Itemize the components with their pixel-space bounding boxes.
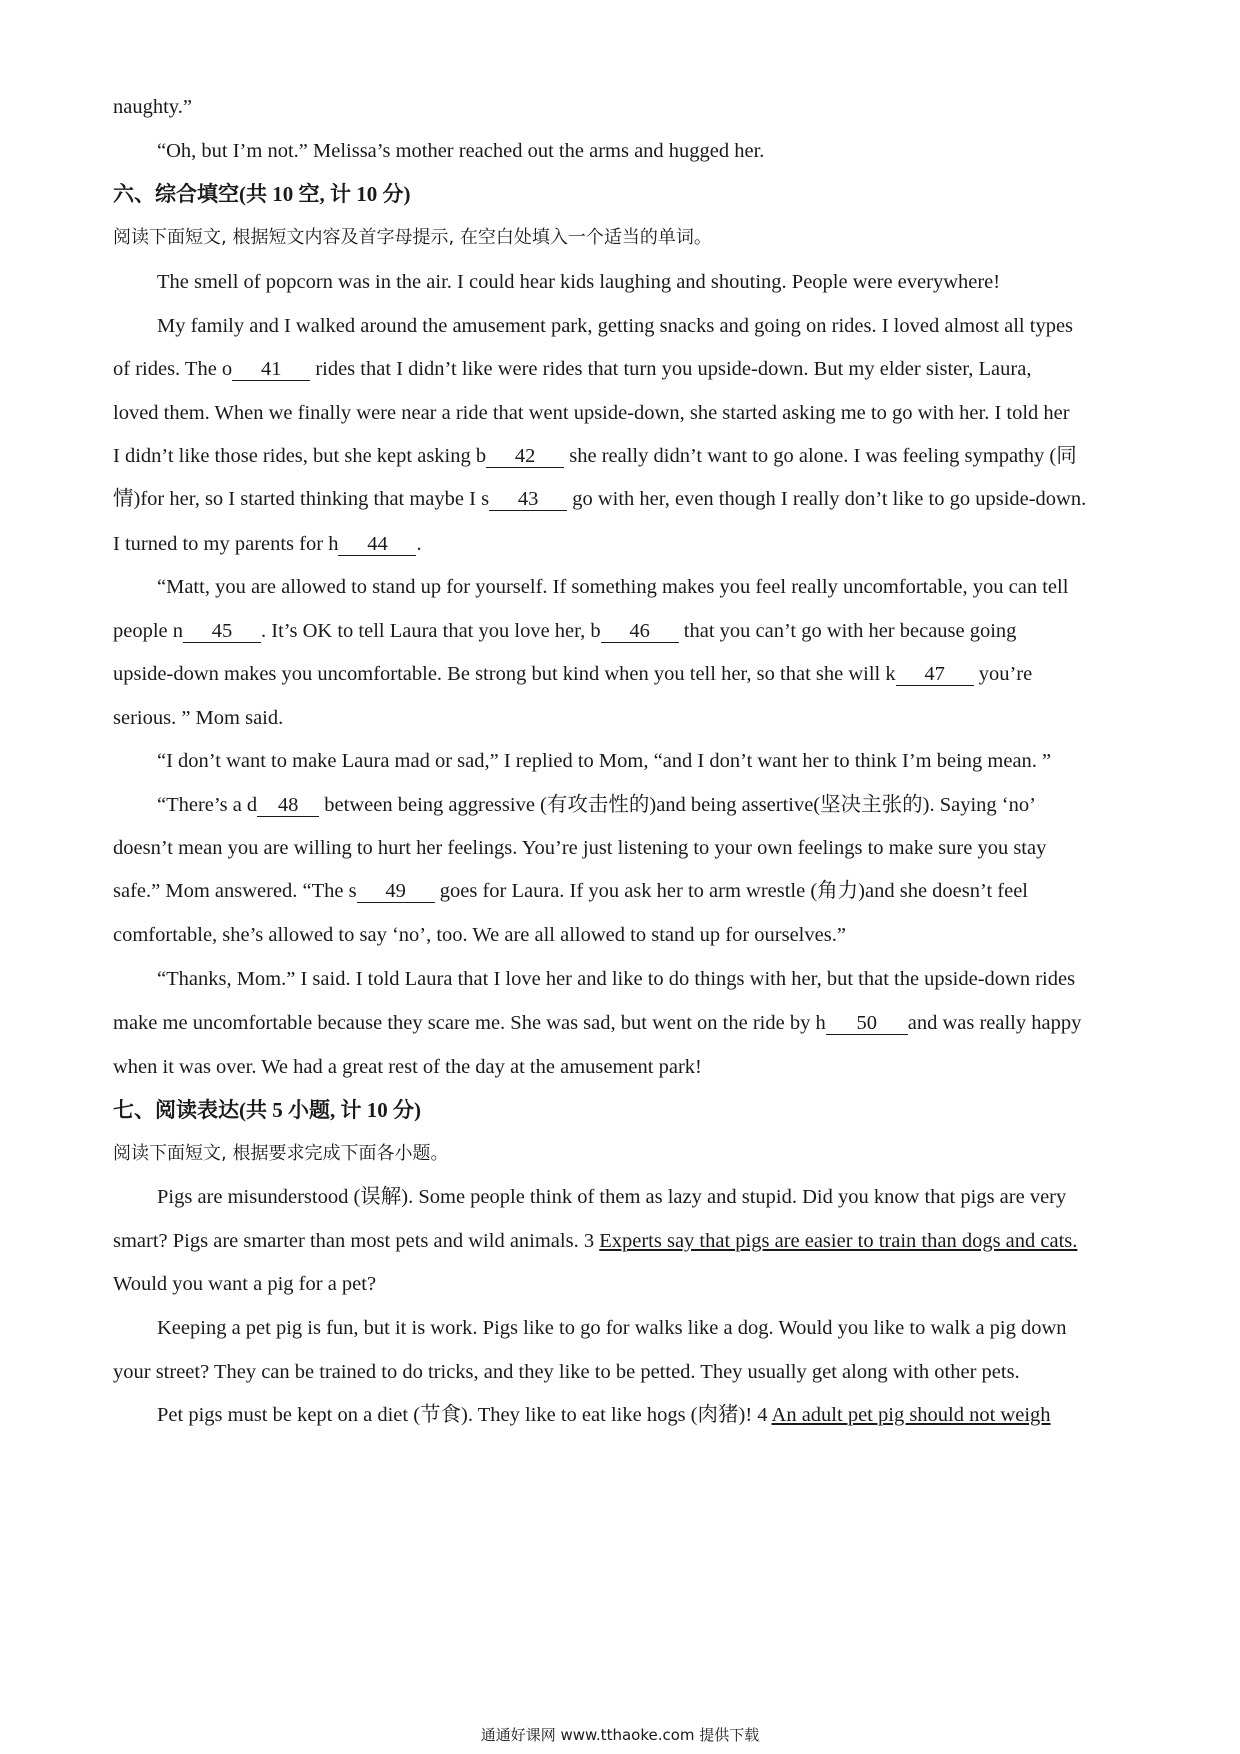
passage-line: of rides. The o 41 rides that I didn’t like were rides that turn you upside-down. But my elder sister, Laura, (113, 358, 1032, 380)
blank-43: 43 (489, 488, 567, 511)
passage-line: safe.” Mom answered. “The s 49 goes for Laura. If you ask her to arm wrestle (角力)and she doesn’t feel (113, 880, 1028, 902)
blank-47: 47 (896, 663, 974, 686)
passage-line: loved them. When we finally were near a ride that went upside-down, she started asking me to go with her. I told her (113, 402, 1070, 424)
underlined-sentence-4: An adult pet pig should not weigh (771, 1404, 1051, 1426)
underlined-sentence-3: Experts say that pigs are easier to train than dogs and cats. (599, 1230, 1078, 1252)
passage-line: My family and I walked around the amusement park, getting snacks and going on rides. I loved almost all types (157, 315, 1074, 337)
blank-41: 41 (232, 358, 310, 381)
passage-line: upside-down makes you uncomfortable. Be strong but kind when you tell her, so that she will k 47 you’re (113, 663, 1033, 685)
passage-line: people n 45 . It’s OK to tell Laura that you love her, b 46 that you can’t go with her because going (113, 620, 1017, 642)
passage-line: “Matt, you are allowed to stand up for yourself. If something makes you feel really uncomfortable, you can tell (157, 576, 1069, 598)
blank-49: 49 (357, 880, 435, 903)
section-6-title: 六、综合填空(共 10 空, 计 10 分) (113, 182, 411, 206)
passage-line: I turned to my parents for h 44 . (113, 533, 422, 555)
passage-line: comfortable, she’s allowed to say ‘no’, too. We are all allowed to stand up for ourselves.” (113, 924, 846, 946)
section-7-title: 七、阅读表达(共 5 小题, 计 10 分) (113, 1098, 421, 1122)
passage-line: “I don’t want to make Laura mad or sad,” I replied to Mom, “and I don’t want her to think I’m being mean. ” (157, 750, 1052, 772)
prev-passage-tail: naughty.” (113, 96, 192, 118)
page-footer: 通通好课网 www.tthaoke.com 提供下载 (480, 1726, 760, 1744)
prev-passage-last-line: “Oh, but I’m not.” Melissa’s mother reached out the arms and hugged her. (157, 140, 765, 162)
passage-line: smart? Pigs are smarter than most pets and wild animals. 3 Experts say that pigs are easier to train than dogs and cats. (113, 1230, 1078, 1252)
blank-44: 44 (338, 533, 416, 556)
blank-42: 42 (486, 445, 564, 468)
passage-line: 情)for her, so I started thinking that maybe I s 43 go with her, even though I really don’t like to go upside-down. (113, 488, 1087, 510)
blank-46: 46 (601, 620, 679, 643)
passage-line: “There’s a d 48 between being aggressive (有攻击性的)and being assertive(坚决主张的). Saying ‘no’ (157, 794, 1036, 816)
passage-line: I didn’t like those rides, but she kept asking b 42 she really didn’t want to go alone. I was feeling sympathy (同 (113, 445, 1077, 467)
passage-line: when it was over. We had a great rest of the day at the amusement park! (113, 1056, 702, 1078)
passage-line: doesn’t mean you are willing to hurt her feelings. You’re just listening to your own feelings to make sure you stay (113, 837, 1047, 859)
blank-48: 48 (257, 794, 319, 817)
passage-line: The smell of popcorn was in the air. I could hear kids laughing and shouting. People were everywhere! (157, 271, 1001, 293)
blank-45: 45 (183, 620, 261, 643)
passage-line: Pigs are misunderstood (误解). Some people think of them as lazy and stupid. Did you know that pigs are very (157, 1186, 1067, 1208)
passage-line: “Thanks, Mom.” I said. I told Laura that I love her and like to do things with her, but that the upside-down rides (157, 968, 1076, 990)
blank-50: 50 (826, 1012, 908, 1035)
passage-line: Pet pigs must be kept on a diet (节食). They like to eat like hogs (肉猪)! 4 An adult pet pig should not weigh (157, 1404, 1051, 1426)
section-7-instruction: 阅读下面短文, 根据要求完成下面各小题。 (113, 1143, 449, 1164)
passage-line: make me uncomfortable because they scare me. She was sad, but went on the ride by h 50 and was really happy (113, 1012, 1082, 1034)
passage-line: Would you want a pig for a pet? (113, 1273, 377, 1295)
passage-line: Keeping a pet pig is fun, but it is work. Pigs like to go for walks like a dog. Would you like to walk a pig down (157, 1317, 1067, 1339)
passage-line: your street? They can be trained to do tricks, and they like to be petted. They usually get along with other pets. (113, 1361, 1020, 1383)
section-6-instruction: 阅读下面短文, 根据短文内容及首字母提示, 在空白处填入一个适当的单词。 (113, 227, 712, 248)
passage-line: serious. ” Mom said. (113, 707, 284, 729)
